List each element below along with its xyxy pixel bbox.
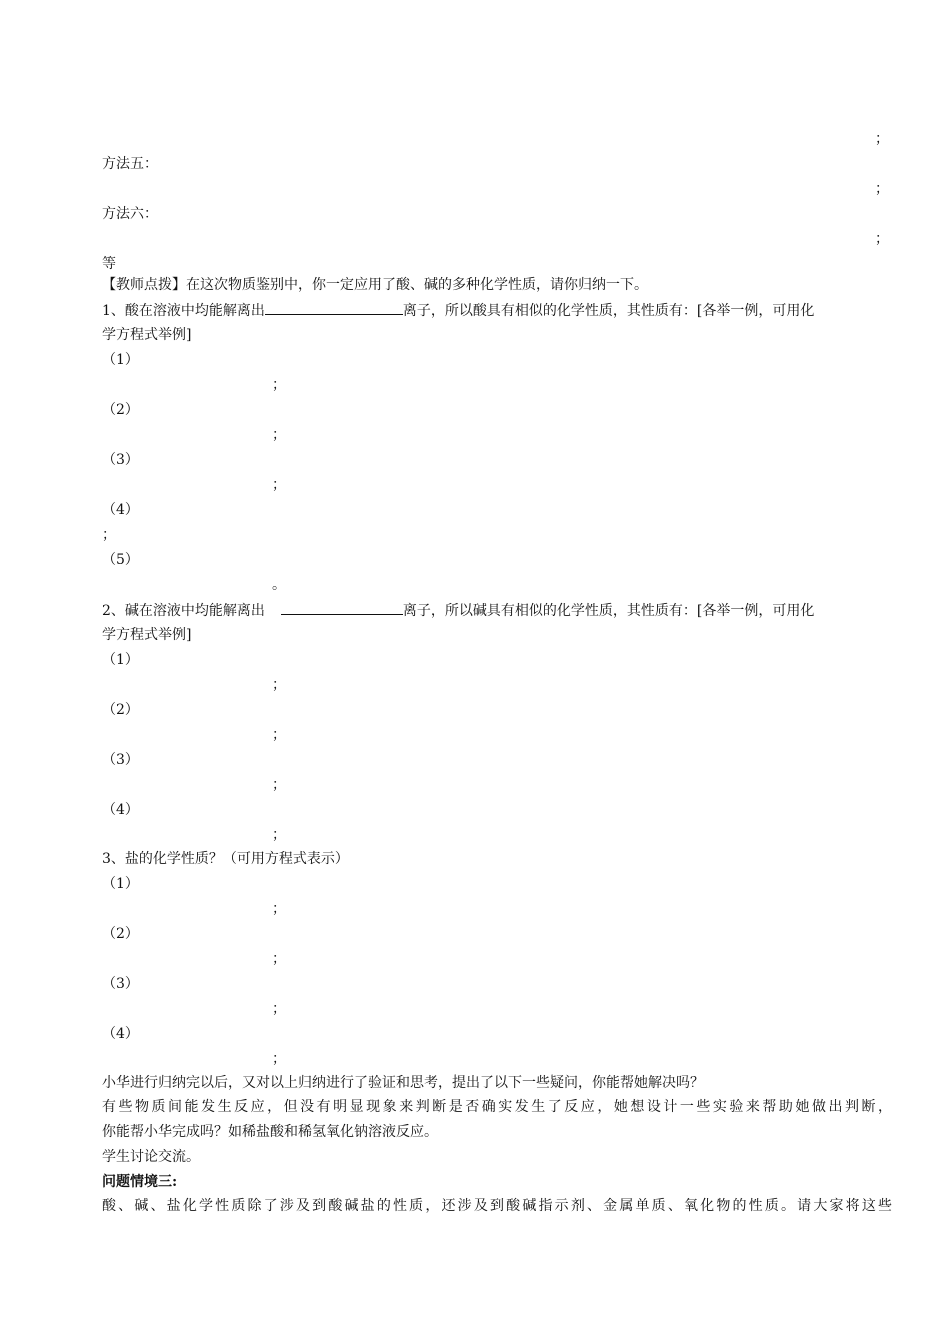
salt-intro: 3、盐的化学性质？（可用方程式表示） (102, 851, 349, 867)
paragraph-cont: 你能帮小华完成吗？如稀盐酸和稀氢氧化钠溶液反应。 (102, 1124, 438, 1140)
salt-item-label: （2） (102, 926, 139, 942)
semicolon: ； (272, 677, 286, 693)
teacher-tip: 【教师点拨】在这次物质鉴别中，你一定应用了酸、碱的多种化学性质，请你归纳一下。 (102, 277, 648, 293)
salt-item-label: （1） (102, 876, 139, 892)
semicolon: ； (272, 951, 286, 967)
base-item-label: （4） (102, 802, 139, 818)
semicolon: ； (272, 901, 286, 917)
semicolon: ； (875, 181, 889, 197)
semicolon: ； (272, 727, 286, 743)
acid-item-label: （4） (102, 502, 139, 518)
paragraph: 小华进行归纳完以后，又对以上归纳进行了验证和思考，提出了以下一些疑问，你能帮她解决吗？ (102, 1075, 704, 1091)
period-mark: 。 (272, 577, 286, 593)
acid-item-label: （5） (102, 552, 139, 568)
semicolon: ； (272, 477, 286, 493)
salt-item-label: （3） (102, 976, 139, 992)
semicolon: ； (272, 377, 286, 393)
base-intro-line (102, 600, 814, 620)
base-intro-cont: 学方程式举例] (102, 627, 192, 643)
base-item-label: （2） (102, 702, 139, 718)
semicolon: ； (272, 1001, 286, 1017)
semicolon: ； (875, 131, 889, 147)
acid-intro-start: 1、酸在溶液中均能解离出 (102, 303, 265, 319)
method-six-label: 方法六： (102, 206, 158, 222)
acid-item-label: （1） (102, 352, 139, 368)
base-intro-rest: 离子，所以碱具有相似的化学性质，其性质有：[各举一例，可用化 (402, 603, 815, 619)
paragraph: 酸、碱、盐化学性质除了涉及到酸碱盐的性质，还涉及到酸碱指示剂、金属单质、氧化物的性质。请大家将这些 (102, 1198, 892, 1214)
acid-intro-rest: 离子，所以酸具有相似的化学性质，其性质有：[各举一例，可用化 (402, 303, 815, 319)
semicolon: ； (272, 777, 286, 793)
etc-text: 等 (102, 256, 116, 272)
semicolon: ； (272, 827, 286, 843)
base-ion-blank[interactable] (281, 600, 403, 615)
base-item-label: （1） (102, 652, 139, 668)
base-intro-start: 2、碱在溶液中均能解离出 (102, 603, 265, 619)
semicolon: ； (102, 527, 116, 543)
acid-ion-blank[interactable] (265, 300, 403, 315)
section-heading: 问题情境三: (102, 1174, 178, 1190)
salt-item-label: （4） (102, 1026, 139, 1042)
semicolon: ； (272, 427, 286, 443)
semicolon: ； (272, 1051, 286, 1067)
method-five-label: 方法五： (102, 156, 158, 172)
acid-intro-line (102, 300, 814, 320)
paragraph: 学生讨论交流。 (102, 1149, 200, 1165)
base-item-label: （3） (102, 752, 139, 768)
acid-item-label: （3） (102, 452, 139, 468)
semicolon: ； (875, 231, 889, 247)
paragraph: 有些物质间能发生反应，但没有明显现象来判断是否确实发生了反应，她想设计一些实验来帮助她做出判断， (102, 1099, 892, 1115)
acid-intro-cont: 学方程式举例] (102, 327, 192, 343)
acid-item-label: （2） (102, 402, 139, 418)
